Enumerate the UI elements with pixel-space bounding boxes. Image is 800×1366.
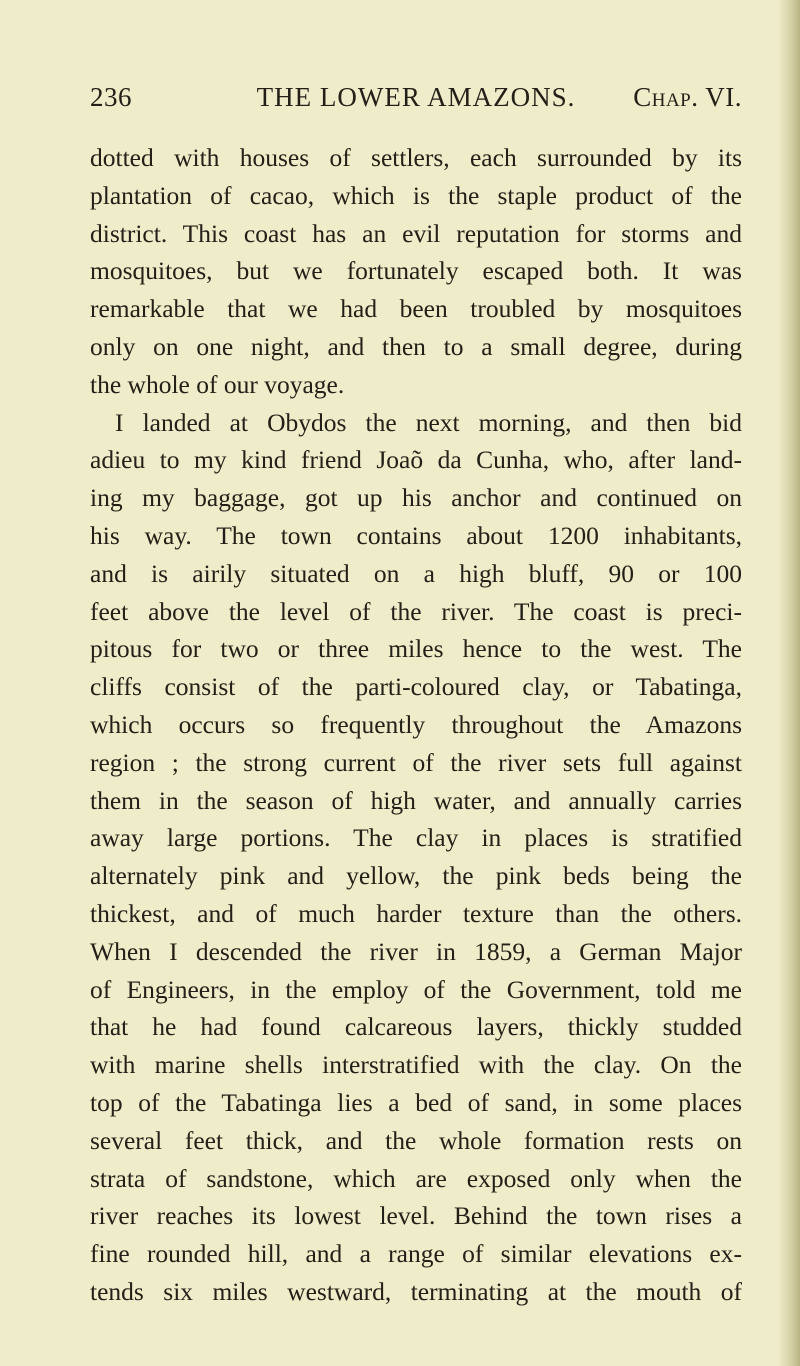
body-text	[90, 139, 742, 1311]
text-line: strata of sandstone, which are exposed only when the	[90, 1163, 742, 1193]
text-line: tends six miles westward, terminating at the mouth of	[90, 1276, 742, 1306]
text-line: ing my baggage, got up his anchor and continued on	[90, 483, 742, 513]
text-line: fine rounded hill, and a range of similar elevations ex-	[90, 1239, 742, 1269]
page-number: 236	[90, 82, 132, 112]
text-line: pitous for two or three miles hence to the west. The	[90, 634, 742, 664]
text-line: When I descended the river in 1859, a German Major	[90, 936, 742, 966]
text-line: which occurs so frequently throughout the Amazons	[90, 709, 742, 739]
text-line: district. This coast has an evil reputation for storms and	[90, 218, 742, 248]
text-line: only on one night, and then to a small degree, during	[90, 331, 742, 361]
chapter-label: Chap. VI.	[633, 82, 742, 112]
text-line: dotted with houses of settlers, each surrounded by its	[90, 143, 742, 172]
text-line: remarkable that we had been troubled by mosquitoes	[90, 294, 742, 324]
text-line: top of the Tabatinga lies a bed of sand, in some places	[90, 1087, 742, 1117]
text-line: them in the season of high water, and annually carries	[90, 785, 742, 815]
running-header	[90, 82, 742, 122]
text-line: of Engineers, in the employ of the Government, told me	[90, 974, 742, 1004]
text-line: thickest, and of much harder texture than the others.	[90, 898, 742, 928]
text-line: region ; the strong current of the river sets full against	[90, 747, 742, 777]
text-line: I landed at Obydos the next morning, and then bid	[115, 407, 742, 437]
text-line: mosquitoes, but we fortunately escaped both. It was	[90, 256, 742, 286]
text-line: adieu to my kind friend Joaõ da Cunha, who, after land-	[90, 445, 742, 475]
text-line: and is airily situated on a high bluff, 90 or 100	[90, 558, 742, 588]
text-line: several feet thick, and the whole formation rests on	[90, 1125, 742, 1155]
page-edge-shadow	[778, 0, 800, 1366]
text-line: with marine shells interstratified with the clay. On the	[90, 1050, 742, 1080]
text-line: plantation of cacao, which is the staple product of the	[90, 180, 742, 210]
text-line: feet above the level of the river. The coast is preci-	[90, 596, 742, 626]
text-line: the whole of our voyage.	[90, 369, 345, 399]
text-line: cliffs consist of the parti-coloured clay, or Tabatinga,	[90, 672, 742, 702]
text-line: away large portions. The clay in places is stratified	[90, 823, 742, 853]
text-line: alternately pink and yellow, the pink beds being the	[90, 861, 742, 891]
text-line: river reaches its lowest level. Behind the town rises a	[90, 1201, 742, 1231]
running-title: THE LOWER AMAZONS.	[256, 82, 576, 112]
text-line: his way. The town contains about 1200 inhabitants,	[90, 520, 742, 550]
text-line: that he had found calcareous layers, thickly studded	[90, 1012, 742, 1042]
